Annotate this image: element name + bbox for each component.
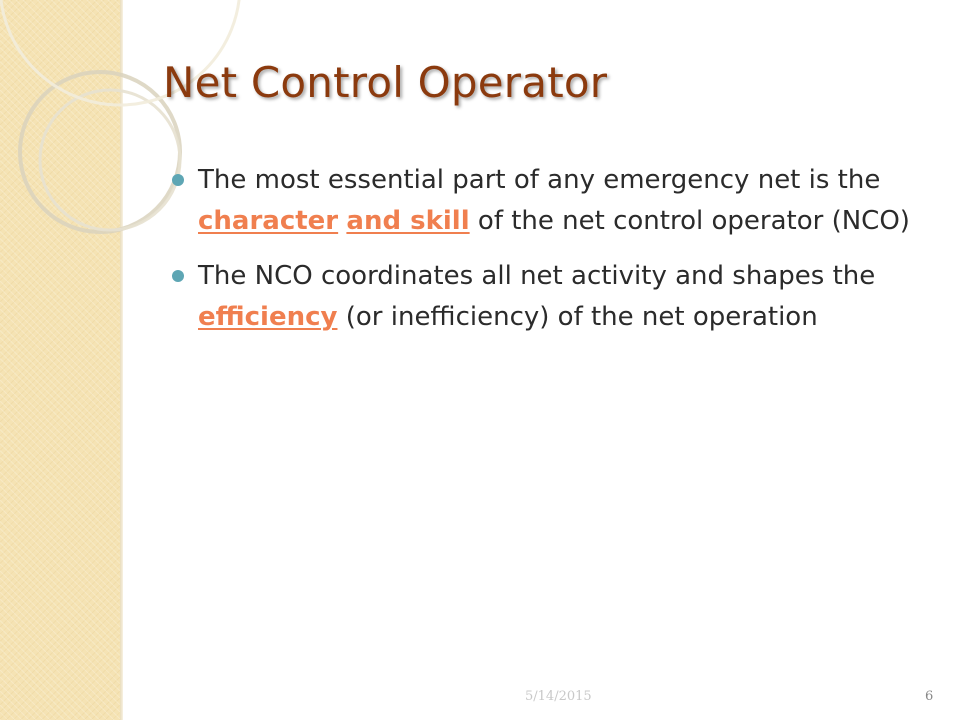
bullet-text: The NCO coordinates all net activity and shapes the (198, 261, 876, 291)
bullet-text: (or inefficiency) of the net operation (337, 302, 818, 332)
link-and-skill[interactable]: and skill (346, 206, 470, 236)
bullet-text: The most essential part of any emergency net is the (198, 165, 881, 195)
bullet-dot-icon (172, 174, 184, 186)
bullet-list (170, 160, 910, 352)
footer-date: 5/14/2015 (525, 689, 592, 704)
slide-title: Net Control Operator (163, 58, 608, 107)
bullet-item (170, 160, 910, 242)
bullet-item (170, 256, 910, 338)
bullet-text: of the net control operator (NCO) (469, 206, 910, 236)
page-number: 6 (925, 689, 934, 704)
link-character[interactable]: character (198, 206, 339, 236)
link-efficiency[interactable]: efficiency (198, 302, 338, 332)
bullet-dot-icon (172, 270, 184, 282)
